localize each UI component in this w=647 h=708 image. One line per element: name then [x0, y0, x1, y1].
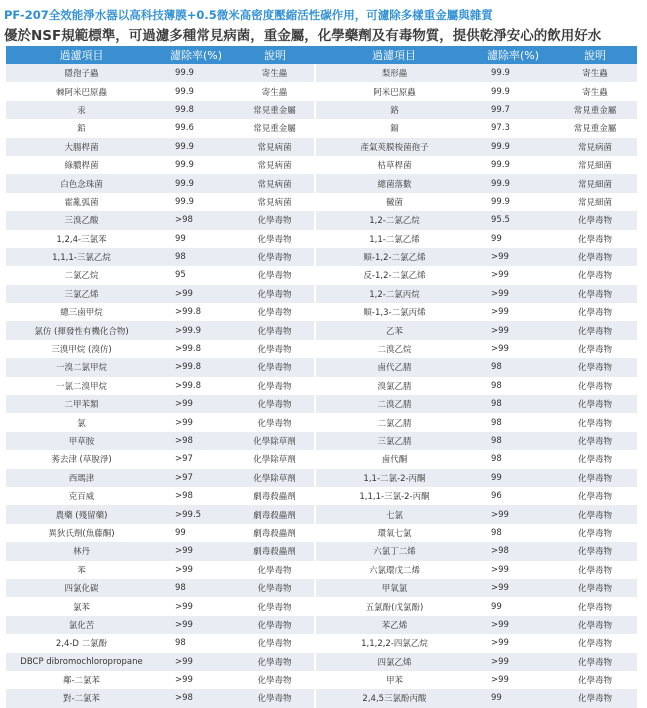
cell-desc-left: 常見重金屬 — [235, 119, 315, 137]
cell-desc-right: 化學毒物 — [553, 487, 637, 505]
cell-rate-left: 99.9 — [157, 174, 235, 192]
cell-desc-right: 化學毒物 — [553, 579, 637, 597]
cell-desc-left: 化學毒物 — [235, 230, 315, 248]
filtration-table — [6, 46, 637, 708]
cell-item-left: 苯 — [6, 561, 157, 579]
table-row — [6, 156, 637, 174]
cell-desc-right: 化學毒物 — [553, 616, 637, 634]
cell-rate-left: >99 — [157, 395, 235, 413]
table-row — [6, 138, 637, 156]
cell-rate-left: >99 — [157, 561, 235, 579]
cell-item-left: 1,2,4-三氯苯 — [6, 230, 157, 248]
cell-desc-left: 常見重金屬 — [235, 101, 315, 119]
cell-rate-left: >97 — [157, 450, 235, 468]
cell-desc-left: 化學毒物 — [235, 634, 315, 652]
cell-desc-left: 化學毒物 — [235, 616, 315, 634]
cell-item-left: 一氯二溴甲烷 — [6, 377, 157, 395]
cell-rate-left: >99.8 — [157, 377, 235, 395]
cell-item-right: 二氯乙腈 — [315, 413, 473, 431]
cell-desc-left: 常見病菌 — [235, 156, 315, 174]
header-desc-right: 說明 — [553, 46, 637, 64]
cell-rate-right: 99.9 — [473, 64, 553, 82]
cell-rate-right: 99 — [473, 230, 553, 248]
cell-item-right: 六氯丁二烯 — [315, 542, 473, 560]
cell-desc-right: 化學毒物 — [553, 653, 637, 671]
cell-rate-left: >98 — [157, 487, 235, 505]
cell-desc-left: 化學毒物 — [235, 266, 315, 284]
cell-item-right: 總菌落數 — [315, 174, 473, 192]
cell-item-right: 三氯乙腈 — [315, 432, 473, 450]
cell-desc-right: 化學毒物 — [553, 303, 637, 321]
cell-item-left: 對-二氯苯 — [6, 689, 157, 707]
cell-desc-left: 化學毒物 — [235, 377, 315, 395]
cell-item-right: 2,4,5三氯酚丙酸 — [315, 689, 473, 707]
cell-rate-right: >99 — [473, 634, 553, 652]
cell-rate-right: >99 — [473, 303, 553, 321]
cell-rate-left: 99 — [157, 524, 235, 542]
cell-item-right: 二溴乙烷 — [315, 340, 473, 358]
cell-desc-right: 常見細菌 — [553, 174, 637, 192]
cell-desc-left: 常見病菌 — [235, 138, 315, 156]
cell-rate-right: >99 — [473, 340, 553, 358]
cell-desc-left: 化學除草劑 — [235, 450, 315, 468]
cell-rate-right: 99.9 — [473, 193, 553, 211]
table-row — [6, 671, 637, 689]
cell-item-left: 莠去津 (草脫淨) — [6, 450, 157, 468]
cell-item-left: 氯仿 (揮發性有機化合物) — [6, 321, 157, 339]
cell-item-left: 林丹 — [6, 542, 157, 560]
cell-item-right: 反-1,2-二氯乙烯 — [315, 266, 473, 284]
table-row — [6, 653, 637, 671]
cell-item-right: 順-1,3-二氯丙烯 — [315, 303, 473, 321]
cell-desc-left: 劇毒殺蟲劑 — [235, 487, 315, 505]
cell-item-right: 環氧七氯 — [315, 524, 473, 542]
cell-desc-right: 化學毒物 — [553, 671, 637, 689]
cell-item-right: 鹵代乙腈 — [315, 358, 473, 376]
cell-item-right: 甲苯 — [315, 671, 473, 689]
cell-desc-right: 化學毒物 — [553, 689, 637, 707]
cell-item-right: 鉻 — [315, 101, 473, 119]
table-row — [6, 616, 637, 634]
header-item-left: 過濾項目 — [6, 46, 157, 64]
cell-desc-right: 常見細菌 — [553, 193, 637, 211]
table-row — [6, 321, 637, 339]
cell-desc-left: 劇毒殺蟲劑 — [235, 524, 315, 542]
cell-item-right: 1,1,2,2-四氯乙烷 — [315, 634, 473, 652]
cell-desc-right: 化學毒物 — [553, 432, 637, 450]
cell-desc-left: 化學毒物 — [235, 211, 315, 229]
table-row — [6, 487, 637, 505]
table-row — [6, 377, 637, 395]
cell-rate-left: >98 — [157, 689, 235, 707]
cell-desc-right: 化學毒物 — [553, 340, 637, 358]
table-row — [6, 413, 637, 431]
cell-desc-right: 化學毒物 — [553, 321, 637, 339]
cell-rate-left: >99 — [157, 616, 235, 634]
cell-item-left: 三溴乙酸 — [6, 211, 157, 229]
cell-rate-right: 99.9 — [473, 82, 553, 100]
table-row — [6, 561, 637, 579]
cell-item-left: 1,1,1-三氯乙烷 — [6, 248, 157, 266]
cell-rate-right: >99 — [473, 248, 553, 266]
cell-item-right: 四氯乙烯 — [315, 653, 473, 671]
cell-desc-right: 寄生蟲 — [553, 64, 637, 82]
cell-desc-right: 常見細菌 — [553, 156, 637, 174]
cell-item-left: 西瑪津 — [6, 469, 157, 487]
cell-item-right: 六氯環戊二烯 — [315, 561, 473, 579]
cell-rate-right: >98 — [473, 542, 553, 560]
cell-desc-right: 化學毒物 — [553, 211, 637, 229]
cell-item-right: 五氯酚(戊氯酚) — [315, 597, 473, 615]
cell-item-left: 三氯乙烯 — [6, 285, 157, 303]
table-row — [6, 64, 637, 82]
cell-rate-right: 99.9 — [473, 174, 553, 192]
cell-rate-left: 98 — [157, 579, 235, 597]
table-row — [6, 542, 637, 560]
cell-rate-right: 98 — [473, 524, 553, 542]
cell-rate-left: >99 — [157, 597, 235, 615]
table-row — [6, 524, 637, 542]
cell-item-left: 氯 — [6, 413, 157, 431]
table-header-row — [6, 46, 637, 64]
cell-desc-right: 常見重金屬 — [553, 119, 637, 137]
cell-desc-left: 化學毒物 — [235, 597, 315, 615]
table-row — [6, 266, 637, 284]
cell-desc-right: 化學毒物 — [553, 230, 637, 248]
cell-item-left: 一溴二氯甲烷 — [6, 358, 157, 376]
cell-rate-right: >99 — [473, 266, 553, 284]
cell-rate-right: 98 — [473, 395, 553, 413]
cell-item-right: 黴菌 — [315, 193, 473, 211]
cell-rate-left: >99.8 — [157, 340, 235, 358]
cell-desc-left: 化學毒物 — [235, 653, 315, 671]
cell-desc-right: 常見病菌 — [553, 138, 637, 156]
cell-desc-left: 常見病菌 — [235, 193, 315, 211]
cell-rate-right: >99 — [473, 616, 553, 634]
cell-desc-right: 化學毒物 — [553, 377, 637, 395]
cell-item-right: 1,2-二氯丙烷 — [315, 285, 473, 303]
cell-desc-left: 化學除草劑 — [235, 432, 315, 450]
cell-desc-left: 劇毒殺蟲劑 — [235, 542, 315, 560]
cell-desc-left: 寄生蟲 — [235, 64, 315, 82]
cell-desc-left: 化學毒物 — [235, 285, 315, 303]
table-row — [6, 634, 637, 652]
cell-desc-left: 化學除草劑 — [235, 469, 315, 487]
cell-desc-left: 化學毒物 — [235, 358, 315, 376]
cell-rate-right: >99 — [473, 505, 553, 523]
cell-desc-right: 化學毒物 — [553, 395, 637, 413]
cell-rate-left: 99.9 — [157, 64, 235, 82]
cell-rate-left: >99 — [157, 671, 235, 689]
table-body — [6, 64, 637, 708]
cell-item-right: 枯草桿菌 — [315, 156, 473, 174]
cell-rate-left: >99.8 — [157, 303, 235, 321]
table-row — [6, 689, 637, 707]
cell-desc-right: 化學毒物 — [553, 266, 637, 284]
cell-rate-left: >99 — [157, 285, 235, 303]
table-row — [6, 101, 637, 119]
table-row — [6, 340, 637, 358]
cell-desc-left: 化學毒物 — [235, 689, 315, 707]
cell-rate-right: 98 — [473, 358, 553, 376]
table-row — [6, 119, 637, 137]
cell-desc-left: 化學毒物 — [235, 340, 315, 358]
cell-rate-right: 99.9 — [473, 156, 553, 174]
cell-desc-left: 化學毒物 — [235, 413, 315, 431]
cell-desc-left: 化學毒物 — [235, 579, 315, 597]
cell-item-left: 氯化苦 — [6, 616, 157, 634]
table-row — [6, 358, 637, 376]
table-row — [6, 597, 637, 615]
header-item-right: 過濾項目 — [315, 46, 473, 64]
cell-desc-right: 化學毒物 — [553, 450, 637, 468]
cell-desc-right: 化學毒物 — [553, 634, 637, 652]
cell-rate-right: 99 — [473, 689, 553, 707]
header-rate-left: 濾除率(%) — [157, 46, 235, 64]
cell-rate-left: 99 — [157, 230, 235, 248]
cell-rate-left: 99.9 — [157, 193, 235, 211]
cell-item-left: 總三鹵甲烷 — [6, 303, 157, 321]
cell-item-right: 阿米巴原蟲 — [315, 82, 473, 100]
cell-item-left: 二氯乙烷 — [6, 266, 157, 284]
cell-item-right: 順-1,2-二氯乙烯 — [315, 248, 473, 266]
cell-desc-left: 化學毒物 — [235, 561, 315, 579]
table-row — [6, 211, 637, 229]
cell-rate-right: >99 — [473, 561, 553, 579]
cell-desc-left: 常見病菌 — [235, 174, 315, 192]
cell-item-right: 1,1-二氯乙烯 — [315, 230, 473, 248]
cell-item-right: 溴氯乙腈 — [315, 377, 473, 395]
cell-item-left: 甲草胺 — [6, 432, 157, 450]
cell-desc-right: 化學毒物 — [553, 248, 637, 266]
cell-rate-left: 98 — [157, 248, 235, 266]
table-row — [6, 82, 637, 100]
cell-rate-left: 99.6 — [157, 119, 235, 137]
cell-item-right: 產氣莢膜梭菌孢子 — [315, 138, 473, 156]
cell-rate-left: 95 — [157, 266, 235, 284]
cell-rate-right: 99 — [473, 469, 553, 487]
cell-rate-left: 99.8 — [157, 101, 235, 119]
cell-rate-right: 99.7 — [473, 101, 553, 119]
cell-item-right: 鎘 — [315, 119, 473, 137]
cell-rate-left: >97 — [157, 469, 235, 487]
cell-rate-left: >99 — [157, 542, 235, 560]
cell-rate-right: 97.3 — [473, 119, 553, 137]
cell-rate-right: 99.9 — [473, 138, 553, 156]
cell-rate-right: >99 — [473, 653, 553, 671]
cell-item-left: 大腸桿菌 — [6, 138, 157, 156]
table-row — [6, 193, 637, 211]
cell-item-left: 氯苯 — [6, 597, 157, 615]
cell-item-right: 甲氧氯 — [315, 579, 473, 597]
cell-rate-right: 98 — [473, 377, 553, 395]
table-row — [6, 285, 637, 303]
cell-item-left: 四氯化碳 — [6, 579, 157, 597]
cell-rate-right: 98 — [473, 413, 553, 431]
cell-rate-left: 98 — [157, 634, 235, 652]
cell-item-right: 乙苯 — [315, 321, 473, 339]
cell-item-left: 白色念珠菌 — [6, 174, 157, 192]
cell-rate-right: 98 — [473, 450, 553, 468]
cell-rate-left: >99 — [157, 413, 235, 431]
cell-item-left: 異狄氏劑(魚藤酮) — [6, 524, 157, 542]
table-row — [6, 395, 637, 413]
cell-item-left: 汞 — [6, 101, 157, 119]
cell-desc-right: 化學毒物 — [553, 542, 637, 560]
cell-item-left: 綠膿桿菌 — [6, 156, 157, 174]
page-title: PF-207全效能淨水器以高科技薄膜+0.5微米高密度壓縮活性碳作用，可濾除多樣重金屬與雜質 — [4, 8, 493, 22]
cell-rate-left: >98 — [157, 211, 235, 229]
cell-desc-left: 化學毒物 — [235, 321, 315, 339]
cell-rate-right: >99 — [473, 579, 553, 597]
cell-rate-right: >99 — [473, 321, 553, 339]
cell-desc-right: 常見重金屬 — [553, 101, 637, 119]
cell-desc-right: 化學毒物 — [553, 469, 637, 487]
table-row — [6, 450, 637, 468]
cell-rate-right: >99 — [473, 285, 553, 303]
table-row — [6, 174, 637, 192]
cell-rate-right: 95.5 — [473, 211, 553, 229]
table-row — [6, 505, 637, 523]
cell-item-right: 苯乙烯 — [315, 616, 473, 634]
cell-desc-right: 化學毒物 — [553, 505, 637, 523]
cell-desc-right: 化學毒物 — [553, 413, 637, 431]
cell-item-left: 棘阿米巴原蟲 — [6, 82, 157, 100]
cell-desc-right: 寄生蟲 — [553, 82, 637, 100]
cell-desc-left: 劇毒殺蟲劑 — [235, 505, 315, 523]
header-desc-left: 說明 — [235, 46, 315, 64]
table-row — [6, 579, 637, 597]
cell-item-left: 隱孢子蟲 — [6, 64, 157, 82]
table-row — [6, 230, 637, 248]
cell-item-left: 鄰-二氯苯 — [6, 671, 157, 689]
cell-item-left: 農藥 (殘留藥) — [6, 505, 157, 523]
cell-item-left: 霍亂弧菌 — [6, 193, 157, 211]
cell-rate-left: >99 — [157, 653, 235, 671]
header-rate-right: 濾除率(%) — [473, 46, 553, 64]
cell-item-left: 2,4-D 二氯酚 — [6, 634, 157, 652]
table-row — [6, 432, 637, 450]
cell-rate-left: >99.8 — [157, 358, 235, 376]
cell-item-left: 鉛 — [6, 119, 157, 137]
cell-desc-right: 化學毒物 — [553, 561, 637, 579]
cell-item-right: 七氯 — [315, 505, 473, 523]
cell-desc-left: 化學毒物 — [235, 395, 315, 413]
cell-desc-left: 寄生蟲 — [235, 82, 315, 100]
cell-desc-right: 化學毒物 — [553, 358, 637, 376]
cell-rate-right: 98 — [473, 432, 553, 450]
cell-rate-left: >99.9 — [157, 321, 235, 339]
table-row — [6, 469, 637, 487]
table-row — [6, 303, 637, 321]
cell-desc-right: 化學毒物 — [553, 524, 637, 542]
cell-rate-right: 99 — [473, 597, 553, 615]
cell-item-left: 二甲苯類 — [6, 395, 157, 413]
cell-item-right: 梨形蟲 — [315, 64, 473, 82]
table-row — [6, 248, 637, 266]
cell-item-left: DBCP dibromochloropropane — [6, 653, 157, 671]
cell-item-left: 三溴甲烷 (溴仿) — [6, 340, 157, 358]
cell-item-left: 克百威 — [6, 487, 157, 505]
cell-item-right: 1,1-二氯-2-丙酮 — [315, 469, 473, 487]
cell-desc-right: 化學毒物 — [553, 597, 637, 615]
cell-item-right: 1,1,1-三氯-2-丙酮 — [315, 487, 473, 505]
cell-desc-left: 化學毒物 — [235, 671, 315, 689]
cell-rate-left: >98 — [157, 432, 235, 450]
cell-desc-left: 化學毒物 — [235, 303, 315, 321]
cell-item-right: 1,2-二氯乙烷 — [315, 211, 473, 229]
cell-item-right: 鹵代酮 — [315, 450, 473, 468]
cell-rate-left: 99.9 — [157, 138, 235, 156]
cell-rate-right: 96 — [473, 487, 553, 505]
cell-rate-left: 99.9 — [157, 82, 235, 100]
cell-rate-right: >99 — [473, 671, 553, 689]
cell-item-right: 二溴乙腈 — [315, 395, 473, 413]
cell-desc-left: 化學毒物 — [235, 248, 315, 266]
page-subtitle: 優於NSF規範標準，可過濾多種常見病菌，重金屬，化學藥劑及有毒物質，提供乾淨安心的飲用好水 — [4, 28, 602, 44]
cell-rate-left: >99.5 — [157, 505, 235, 523]
cell-rate-left: 99.9 — [157, 156, 235, 174]
cell-desc-right: 化學毒物 — [553, 285, 637, 303]
